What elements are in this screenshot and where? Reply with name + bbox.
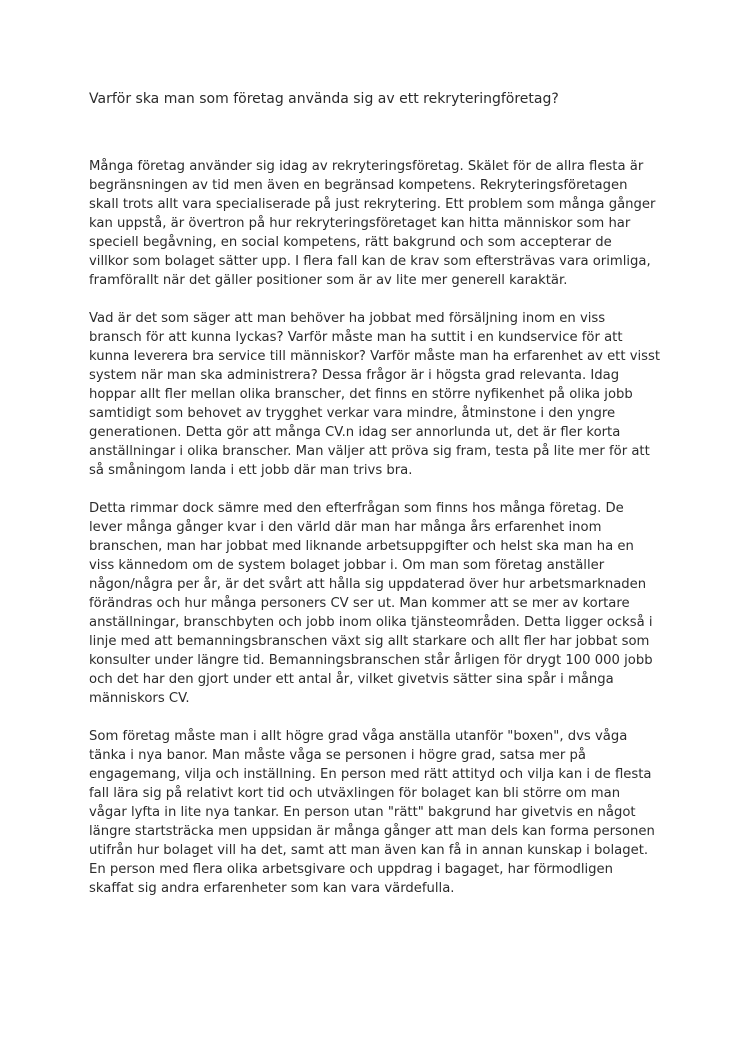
text-line: någon/några per år, är det svårt att hålla sig uppdaterad över hur arbetsmarknaden (89, 577, 647, 592)
text-line: konsulter under längre tid. Bemanningsbranschen står årligen för drygt 100 000 jobb (89, 653, 653, 668)
text-line: branschen, man har jobbat med liknande arbetsuppgifter och helst ska man ha en (89, 539, 634, 554)
document-body (89, 157, 661, 917)
text-line: speciell begåvning, en social kompetens, rätt bakgrund och som accepterar de (89, 235, 612, 250)
text-line: fall lära sig på relativt kort tid och utväxlingen för bolaget kan bli större om man (89, 786, 621, 801)
text-line: människors CV. (89, 691, 190, 706)
text-line: engagemang, vilja och inställning. En person med rätt attityd och vilja kan i de flesta (89, 767, 652, 782)
text-line: tänka i nya banor. Man måste våga se personen i högre grad, satsa mer på (89, 748, 586, 763)
text-line: En person med flera olika arbetsgivare och uppdrag i bagaget, har förmodligen (89, 862, 613, 877)
paragraph-4 (89, 727, 661, 898)
text-line: generationen. Detta gör att många CV.n idag ser annorlunda ut, det är fler korta (89, 425, 621, 440)
text-line: Detta rimmar dock sämre med den efterfrågan som finns hos många företag. De (89, 501, 624, 516)
text-line: Vad är det som säger att man behöver ha jobbat med försäljning inom en viss (89, 311, 606, 326)
text-line: bransch för att kunna lyckas? Varför måste man ha suttit i en kundservice för att (89, 330, 623, 345)
text-line: samtidigt som behovet av trygghet verkar vara mindre, åtminstone i den yngre (89, 406, 616, 421)
text-line: lever många gånger kvar i den värld där man har många års erfarenhet inom (89, 520, 602, 535)
text-line: förändras och hur många personers CV ser ut. Man kommer att se mer av kortare (89, 596, 630, 611)
text-line: hoppar allt fler mellan olika branscher, det finns en större nyfikenhet på olika jobb (89, 387, 633, 402)
text-line: längre startsträcka men uppsidan är många gånger att man dels kan forma personen (89, 824, 655, 839)
text-line: anställningar, branschbyten och jobb inom olika tjänsteområden. Detta ligger också i (89, 615, 653, 630)
text-line: skaffat sig andra erfarenheter som kan vara värdefulla. (89, 881, 455, 896)
paragraph-2 (89, 309, 661, 480)
paragraph-3 (89, 499, 661, 708)
text-line: viss kännedom om de system bolaget jobbar i. Om man som företag anställer (89, 558, 605, 573)
text-line: utifrån hur bolaget vill ha det, samt att man även kan få in annan kunskap i bolaget. (89, 843, 649, 858)
document-title: Varför ska man som företag använda sig av ett rekryteringföretag? (89, 91, 559, 107)
text-line: Många företag använder sig idag av rekryteringsföretag. Skälet för de allra flesta är (89, 159, 644, 174)
text-line: Som företag måste man i allt högre grad våga anställa utanför "boxen", dvs våga (89, 729, 628, 744)
text-line: villkor som bolaget sätter upp. I flera fall kan de krav som eftersträvas vara orimliga, (89, 254, 651, 269)
text-line: så småningom landa i ett jobb där man trivs bra. (89, 463, 413, 478)
paragraph-1 (89, 157, 661, 290)
text-line: linje med att bemanningsbranschen växt sig allt starkare och allt fler har jobbat som (89, 634, 650, 649)
text-line: vågar lyfta in lite nya tankar. En person utan "rätt" bakgrund har givetvis en något (89, 805, 636, 820)
text-line: anställningar i olika branscher. Man väljer att pröva sig fram, testa på lite mer för att (89, 444, 650, 459)
text-line: system när man ska administrera? Dessa frågor är i högsta grad relevanta. Idag (89, 368, 620, 383)
text-line: och det har den gjort under ett antal år, vilket givetvis sätter sina spår i många (89, 672, 614, 687)
text-line: begränsningen av tid men även en begränsad kompetens. Rekryteringsföretagen (89, 178, 628, 193)
text-line: skall trots allt vara specialiserade på just rekrytering. Ett problem som många gånger (89, 197, 656, 212)
text-line: kan uppstå, är övertron på hur rekryteringsföretaget kan hitta människor som har (89, 216, 631, 231)
text-line: framförallt när det gäller positioner som är av lite mer generell karaktär. (89, 273, 568, 288)
text-line: kunna leverera bra service till människor? Varför måste man ha erfarenhet av ett visst (89, 349, 661, 364)
